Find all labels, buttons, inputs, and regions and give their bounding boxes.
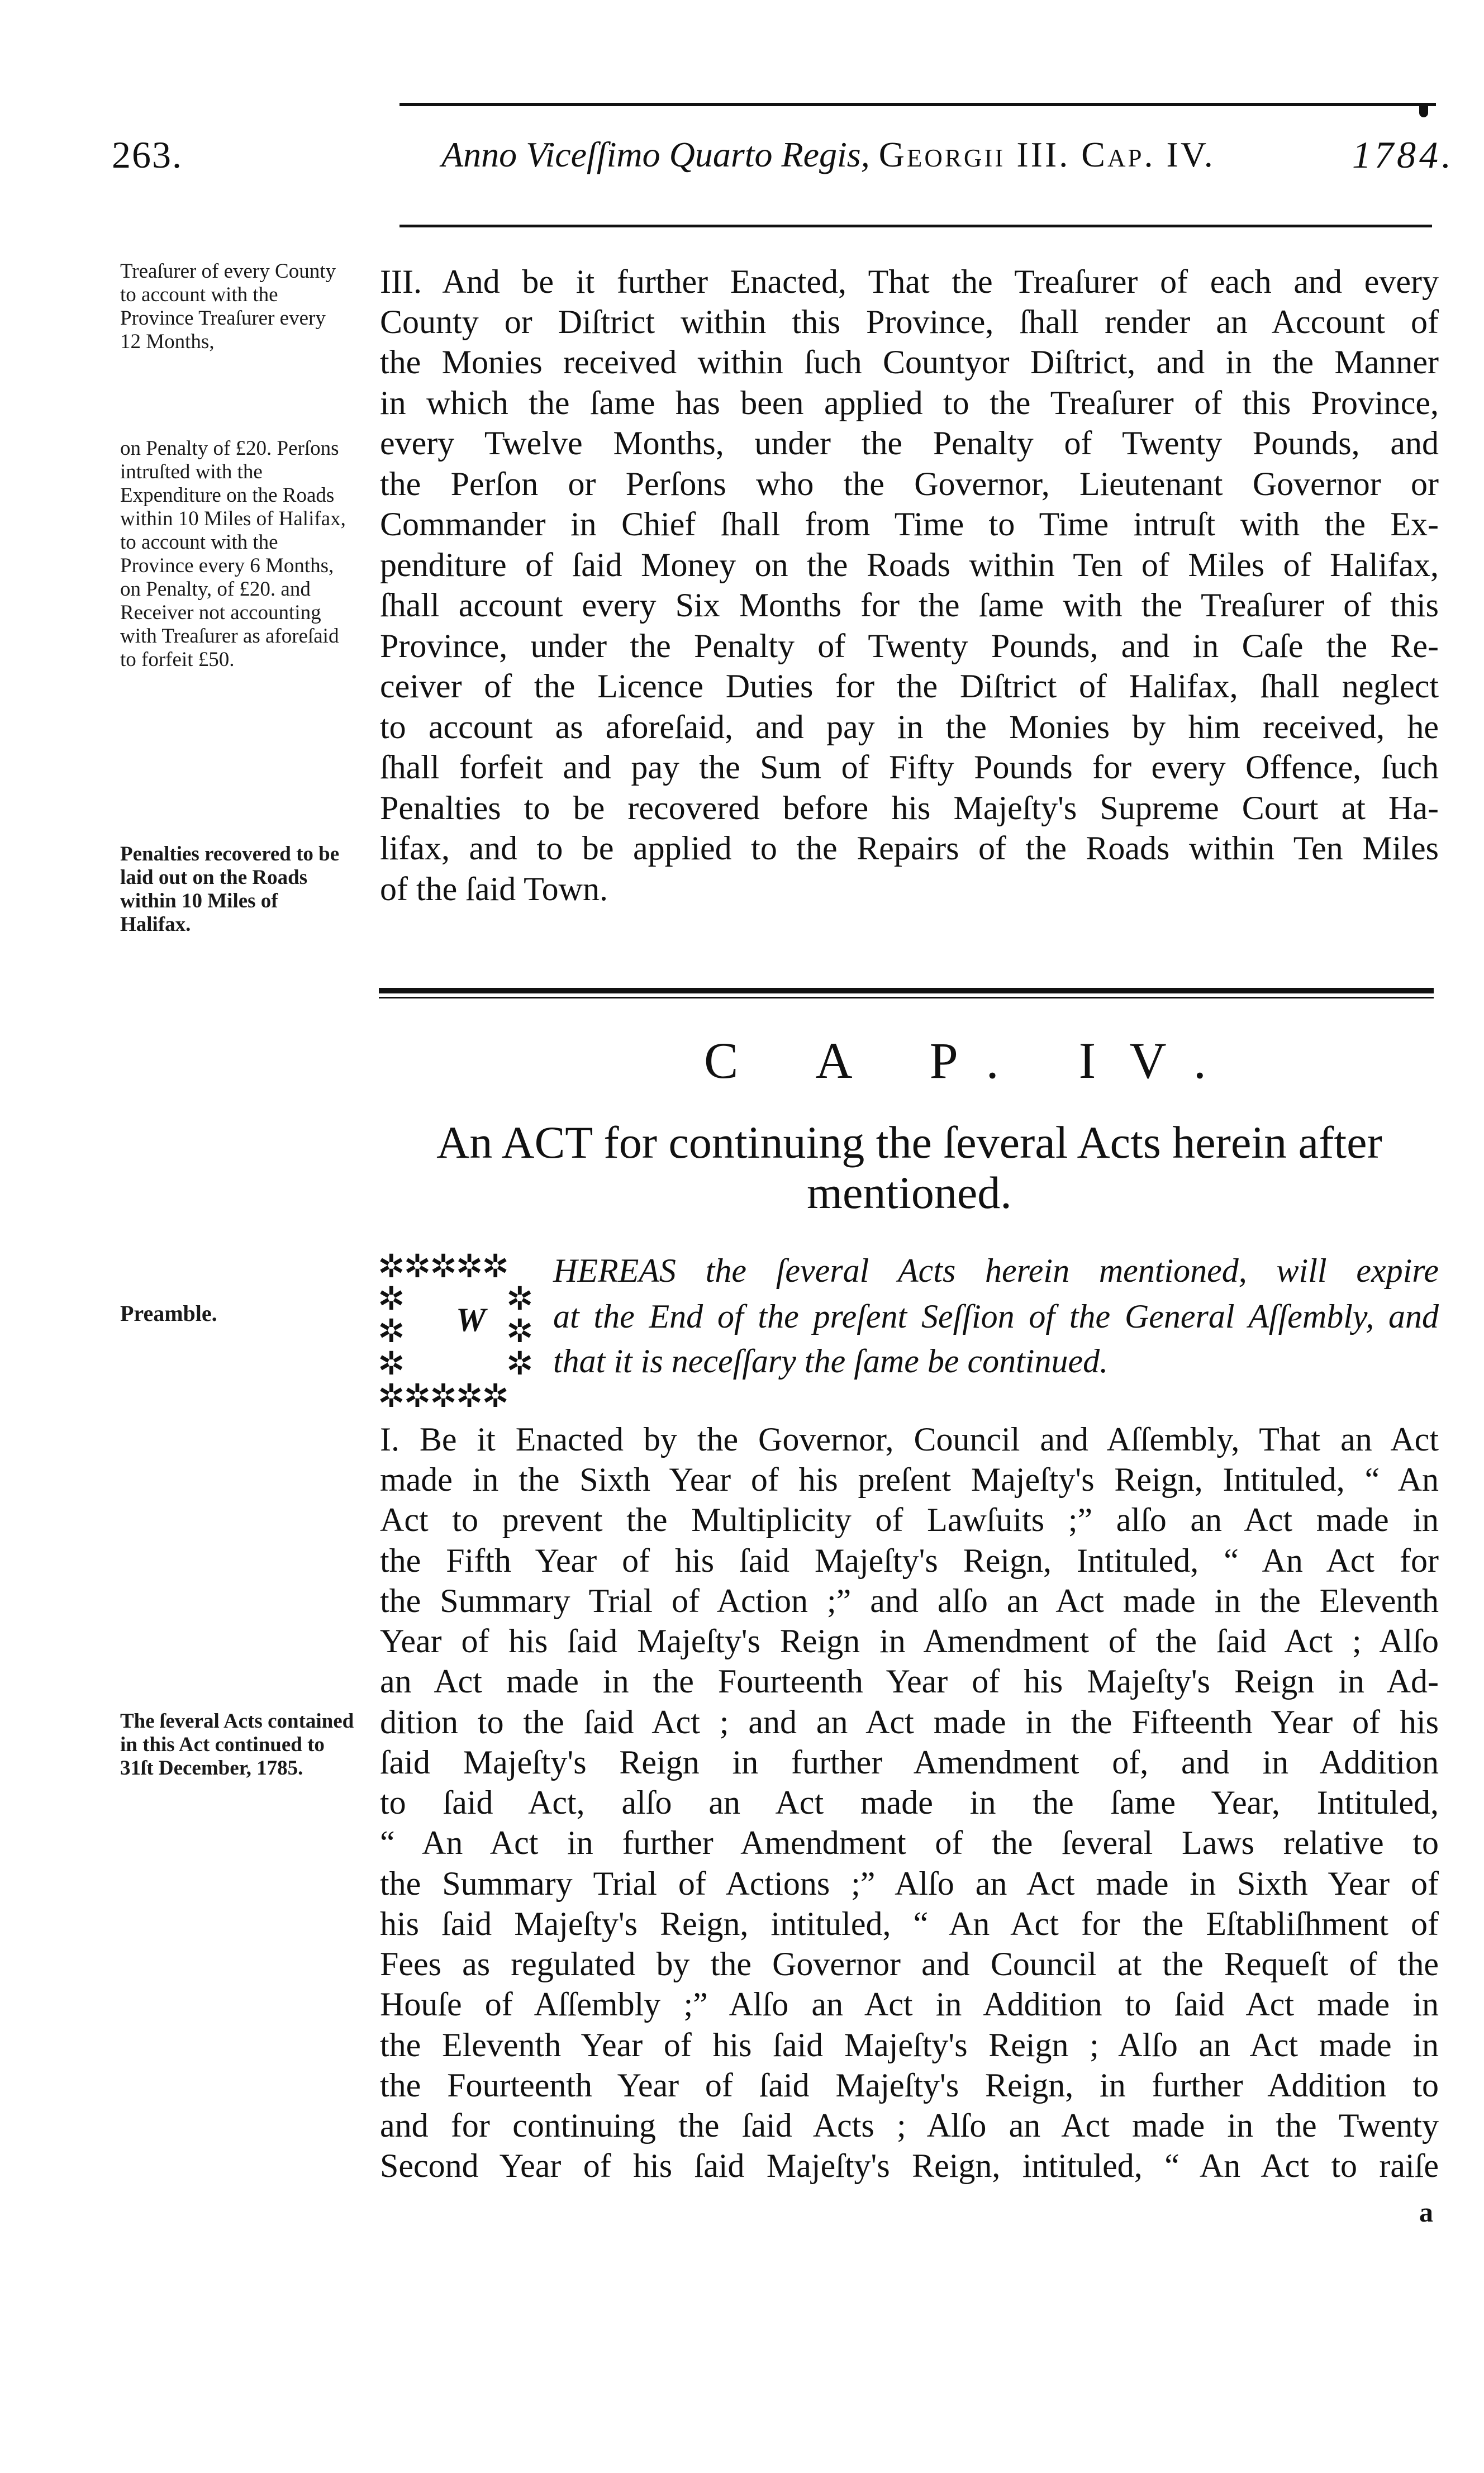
section-iii-line: in which the ſame has been applied to the Treaſurer of this Province, bbox=[380, 384, 1439, 421]
section-iii-line: ſhall account every Six Months for the ſame with the Treaſurer of this bbox=[380, 587, 1439, 624]
section-iii-line: lifax, and to be applied to the Repairs of the Roads within Ten Miles bbox=[380, 830, 1439, 867]
ornament-left-2: ✲ bbox=[378, 1313, 404, 1349]
section-i-line: ſaid Majeſty's Reign in further Amendment of, and in Addition bbox=[380, 1744, 1439, 1781]
ornament-right-2: ✲ bbox=[506, 1313, 532, 1349]
section-iii-line: the Monies received within ſuch Countyor Diſtrict, and in the Manner bbox=[380, 344, 1439, 381]
section-i-line: Houſe of Aſſembly ;” Alſo an Act in Addition to ſaid Act made in bbox=[380, 1986, 1439, 2023]
section-iii-line: penditure of ſaid Money on the Roads within Ten of Miles of Halifax, bbox=[380, 546, 1439, 583]
page-number: 263. bbox=[112, 134, 183, 176]
section-i-line: dition to the ſaid Act ; and an Act made in the Fifteenth Year of his bbox=[380, 1704, 1439, 1740]
running-head bbox=[441, 134, 1215, 175]
section-i-line: I. Be it Enacted by the Governor, Council and Aſſembly, That an Act bbox=[380, 1421, 1439, 1458]
section-iii-line: the Perſon or Perſons who the Governor, Lieutenant Governor or bbox=[380, 465, 1439, 502]
section-iii-line: Commander in Chief ſhall from Time to Time intruſt with the Ex- bbox=[380, 506, 1439, 543]
section-divider-thin bbox=[379, 997, 1434, 998]
ornament-top: ✲✲✲✲✲ bbox=[378, 1248, 508, 1285]
running-head-caps: Georgii III. Cap. IV. bbox=[878, 135, 1215, 174]
margin-note-penalties-recovered: Penalties recovered to be laid out on the Roads within 10 Miles of Halifax. bbox=[120, 843, 340, 936]
rule-end-mark bbox=[1419, 105, 1428, 117]
section-i-line: the Summary Trial of Actions ;” Alſo an Act made in Sixth Year of bbox=[380, 1865, 1439, 1902]
top-rule bbox=[399, 103, 1436, 106]
ornament-left-1: ✲ bbox=[378, 1281, 404, 1317]
preamble-line: that it is neceſſary the ſame be continued. bbox=[553, 1343, 1109, 1380]
preamble-line: HEREAS the ſeveral Acts herein mentioned, will expire bbox=[553, 1252, 1439, 1289]
header-year: 1784. bbox=[1352, 134, 1454, 176]
margin-note-treasurer: Treaſurer of every County to account with the Province Treaſurer every 12 Months, bbox=[120, 260, 336, 353]
section-i-line: the Eleventh Year of his ſaid Majeſty's Reign ; Alſo an Act made in bbox=[380, 2027, 1439, 2063]
section-i-line: the Fourteenth Year of ſaid Majeſty's Reign, in further Addition to bbox=[380, 2067, 1439, 2104]
section-i-line: made in the Sixth Year of his preſent Majeſty's Reign, Intituled, “ An bbox=[380, 1461, 1439, 1498]
margin-note-preamble: Preamble. bbox=[120, 1301, 217, 1326]
ornament-left-3: ✲ bbox=[378, 1345, 404, 1382]
margin-note-acts-continued: The ſeveral Acts contained in this Act continued to 31ſt December, 1785. bbox=[120, 1710, 354, 1780]
ornament-bottom: ✲✲✲✲✲ bbox=[378, 1378, 508, 1414]
ornament-right-1: ✲ bbox=[506, 1281, 532, 1317]
act-title bbox=[380, 1117, 1439, 1218]
margin-note-penalty: on Penalty of £20. Perſons intruſted with the Expenditure on the Roads within 10 Miles of Halifax, to account with the Province every 6 Months, on Penalty, of £20. and Receiver not accounting with Treaſurer as aforeſaid to forfeit £50. bbox=[120, 437, 346, 671]
section-i-line: the Summary Trial of Action ;” and alſo an Act made in the Eleventh bbox=[380, 1582, 1439, 1619]
chapter-title: C A P. IV. bbox=[704, 1032, 1240, 1089]
act-title-line-1: An ACT for continuing the ſeveral Acts herein after bbox=[436, 1117, 1382, 1168]
header-rule bbox=[399, 225, 1432, 227]
section-i-line: “ An Act in further Amendment of the ſeveral Laws relative to bbox=[380, 1824, 1439, 1861]
section-i-line: and for continuing the ſaid Acts ; Alſo an Act made in the Twenty bbox=[380, 2107, 1439, 2144]
section-iii-line: Penalties to be recovered before his Majeſty's Supreme Court at Ha- bbox=[380, 790, 1439, 826]
section-divider bbox=[379, 988, 1434, 993]
drop-cap-letter: W bbox=[456, 1301, 486, 1338]
ornamented-initial bbox=[378, 1250, 558, 1413]
section-i-line: an Act made in the Fourteenth Year of his Majeſty's Reign in Ad- bbox=[380, 1663, 1439, 1700]
section-iii-line: ceiver of the Licence Duties for the Diſtrict of Halifax, ſhall neglect bbox=[380, 668, 1439, 705]
running-head-italic: Anno Viceſſimo Quarto Regis, bbox=[441, 135, 870, 174]
section-iii-line: County or Diſtrict within this Province, ſhall render an Account of bbox=[380, 303, 1439, 340]
act-title-line-2: mentioned. bbox=[807, 1167, 1012, 1218]
section-i-line: his ſaid Majeſty's Reign, intituled, “ An Act for the Eſtabliſhment of bbox=[380, 1905, 1439, 1942]
catchword: a bbox=[1419, 2196, 1433, 2228]
section-iii-line: ſhall forfeit and pay the Sum of Fifty Pounds for every Offence, ſuch bbox=[380, 749, 1439, 786]
ornament-right-3: ✲ bbox=[506, 1345, 532, 1382]
section-iii-line: Province, under the Penalty of Twenty Pounds, and in Caſe the Re- bbox=[380, 627, 1439, 664]
section-i-line: Fees as regulated by the Governor and Council at the Requeſt of the bbox=[380, 1946, 1439, 1982]
section-iii-line: of the ſaid Town. bbox=[380, 871, 608, 907]
preamble-line: at the End of the preſent Seſſion of the General Aſſembly, and bbox=[553, 1298, 1439, 1335]
section-i-line: to ſaid Act, alſo an Act made in the ſame Year, Intituled, bbox=[380, 1784, 1439, 1821]
section-i-line: Second Year of his ſaid Majeſty's Reign, intituled, “ An Act to raiſe bbox=[380, 2147, 1439, 2184]
running-header bbox=[0, 133, 1484, 183]
section-iii-line: III. And be it further Enacted, That the Treaſurer of each and every bbox=[380, 263, 1439, 300]
section-iii-line: every Twelve Months, under the Penalty of Twenty Pounds, and bbox=[380, 425, 1439, 462]
section-iii-line: to account as aforeſaid, and pay in the Monies by him received, he bbox=[380, 708, 1439, 745]
section-i-line: Act to prevent the Multiplicity of Lawſuits ;” alſo an Act made in bbox=[380, 1501, 1439, 1538]
section-i-line: the Fifth Year of his ſaid Majeſty's Reign, Intituled, “ An Act for bbox=[380, 1542, 1439, 1579]
section-i-line: Year of his ſaid Majeſty's Reign in Amendment of the ſaid Act ; Alſo bbox=[380, 1623, 1439, 1659]
